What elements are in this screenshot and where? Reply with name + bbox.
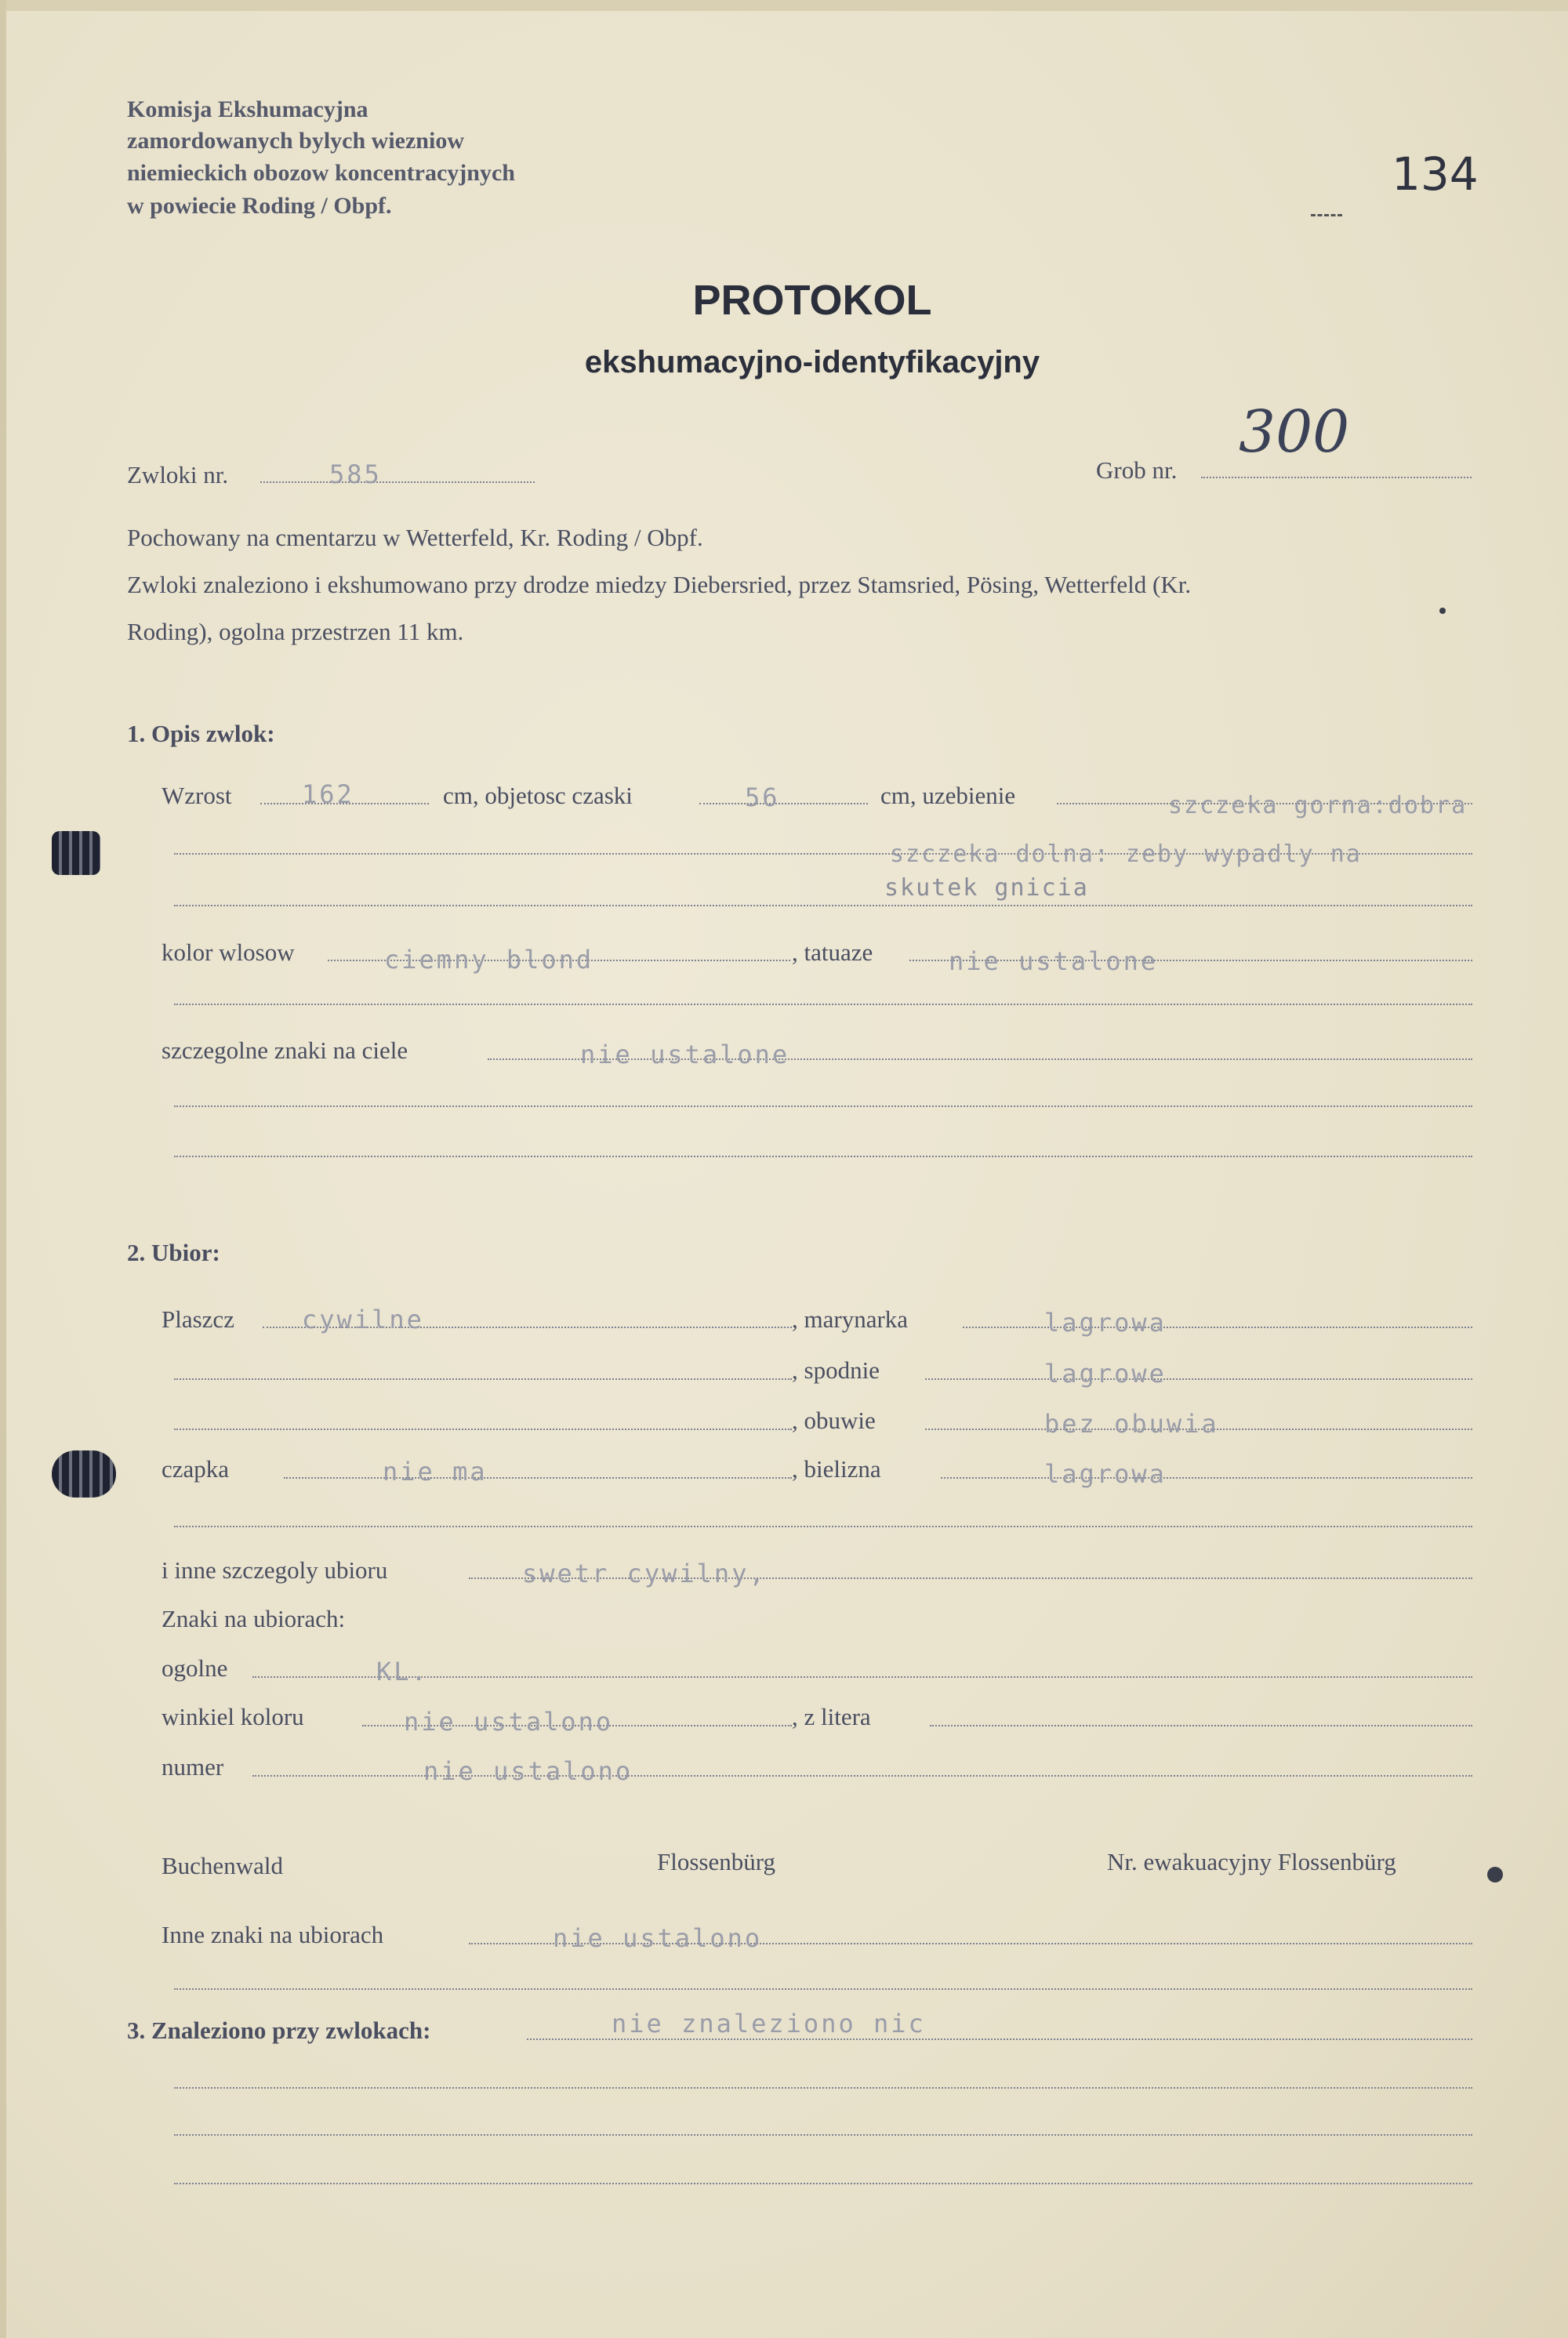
- dotted-line: [174, 1429, 792, 1430]
- section-heading-opis: 1. Opis zwlok:: [127, 720, 275, 747]
- page-number: 134: [1392, 147, 1479, 201]
- dotted-line: [963, 1327, 1472, 1328]
- dotted-line: [174, 2183, 1472, 2184]
- znaki-ubior-heading: Znaki na ubiorach:: [162, 1605, 346, 1632]
- inne-znaki-label: Inne znaki na ubiorach: [162, 1921, 384, 1948]
- ink-speck: [1439, 608, 1446, 614]
- dotted-line: [174, 905, 1472, 906]
- zwloki-value: 585: [329, 459, 382, 489]
- dotted-line: [1201, 477, 1472, 478]
- ewakuacyjny-label: Nr. ewakuacyjny Flossenbürg: [1107, 1848, 1396, 1875]
- uzebienie-value-line2: szczeka dolna: zeby wypadly na: [890, 840, 1362, 868]
- found-text-line1: Zwloki znaleziono i ekshumowano przy drodze miedzy Diebersried, przez Stamsried, Pösing, Wetterfeld (Kr.: [127, 571, 1192, 598]
- uzebienie-value-line3: skutek gnicia: [884, 874, 1089, 902]
- buchenwald-label: Buchenwald: [162, 1852, 283, 1879]
- czaszka-value: 56: [745, 782, 780, 812]
- numer-value: nie ustalono: [423, 1756, 633, 1786]
- dotted-line: [174, 2087, 1472, 2089]
- uzebienie-value-line1: szczeka gorna:dobra: [1168, 792, 1468, 819]
- org-line: Komisja Ekshumacyjna: [127, 96, 368, 122]
- czapka-value: nie ma: [383, 1457, 488, 1487]
- inne-znaki-value: nie ustalono: [553, 1923, 763, 1953]
- dotted-line: [284, 1477, 792, 1479]
- winkiel-value: nie ustalono: [404, 1707, 614, 1737]
- org-line: zamordowanych bylych wiezniow: [127, 128, 464, 154]
- wzrost-value: 162: [302, 779, 354, 809]
- grob-label: Grob nr.: [1096, 456, 1178, 484]
- tatuaze-label: , tatuaze: [792, 938, 873, 966]
- org-line: w powiecie Roding / Obpf.: [127, 193, 392, 219]
- obuwie-label: , obuwie: [792, 1407, 876, 1434]
- inne-value: swetr cywilny,: [522, 1559, 767, 1588]
- dotted-line: [174, 1378, 792, 1380]
- czapka-label: czapka: [162, 1455, 230, 1483]
- section-heading-found: 3. Znaleziono przy zwlokach:: [127, 2017, 431, 2044]
- ink-speck: [1311, 212, 1342, 216]
- paper-left-edge: [0, 0, 6, 2338]
- litera-label: , z litera: [792, 1703, 871, 1730]
- punch-hole-mark: [52, 1450, 116, 1498]
- dotted-line: [252, 1676, 1472, 1678]
- burial-text: Pochowany na cmentarzu w Wetterfeld, Kr. Roding / Obpf.: [127, 524, 703, 551]
- uzebienie-label: cm, uzebienie: [880, 782, 1016, 809]
- section-heading-ubior: 2. Ubior:: [127, 1239, 220, 1266]
- bielizna-value: lagrowa: [1044, 1459, 1167, 1489]
- dotted-line: [174, 1156, 1472, 1157]
- marynarka-value: lagrowa: [1044, 1308, 1167, 1338]
- dotted-line: [174, 1004, 1472, 1005]
- dotted-line: [260, 481, 535, 483]
- document-title: PROTOKOL: [692, 277, 932, 324]
- punch-hole-mark: [52, 831, 100, 875]
- grob-value-handwritten: 300: [1239, 398, 1350, 466]
- org-line: niemieckich obozow koncentracyjnych: [127, 160, 515, 186]
- dotted-line: [925, 1378, 1472, 1380]
- flossenburg-label: Flossenbürg: [657, 1848, 776, 1875]
- ink-speck: [1487, 1867, 1503, 1882]
- dotted-line: [527, 2038, 1472, 2040]
- ogolne-label: ogolne: [162, 1654, 228, 1682]
- plaszcz-label: Plaszcz: [162, 1305, 234, 1333]
- winkiel-label: winkiel koloru: [162, 1703, 304, 1730]
- bielizna-label: , bielizna: [792, 1455, 881, 1483]
- dotted-line: [174, 1105, 1472, 1107]
- czaszka-label: cm, objetosc czaski: [443, 782, 633, 809]
- inne-label: i inne szczegoly ubioru: [162, 1556, 388, 1584]
- dotted-line: [699, 803, 868, 804]
- wzrost-label: Wzrost: [162, 782, 232, 809]
- kolor-label: kolor wlosow: [162, 938, 295, 966]
- plaszcz-value: cywilne: [302, 1305, 424, 1334]
- obuwie-value: bez obuwia: [1044, 1409, 1219, 1439]
- zwloki-label: Zwloki nr.: [127, 461, 229, 488]
- spodnie-label: , spodnie: [792, 1356, 880, 1384]
- dotted-line: [941, 1477, 1472, 1479]
- dotted-line: [174, 1988, 1472, 1990]
- paper-top-edge: [0, 0, 1568, 11]
- ogolne-value: KL.: [376, 1657, 429, 1686]
- dotted-line: [174, 1526, 1472, 1527]
- dotted-line: [174, 2134, 1472, 2136]
- found-text-line2: Roding), ogolna przestrzen 11 km.: [127, 618, 464, 645]
- znaki-label: szczegolne znaki na ciele: [162, 1036, 408, 1064]
- document-subtitle: ekshumacyjno-identyfikacyjny: [584, 345, 1040, 379]
- znaki-value: nie ustalone: [580, 1040, 790, 1069]
- numer-label: numer: [162, 1753, 224, 1781]
- dotted-line: [930, 1725, 1472, 1726]
- found-value: nie znaleziono nic: [612, 2009, 926, 2038]
- spodnie-value: lagrowe: [1044, 1359, 1167, 1389]
- kolor-value: ciemny blond: [384, 945, 594, 975]
- marynarka-label: , marynarka: [792, 1305, 909, 1333]
- tatuaze-value: nie ustalone: [949, 946, 1159, 976]
